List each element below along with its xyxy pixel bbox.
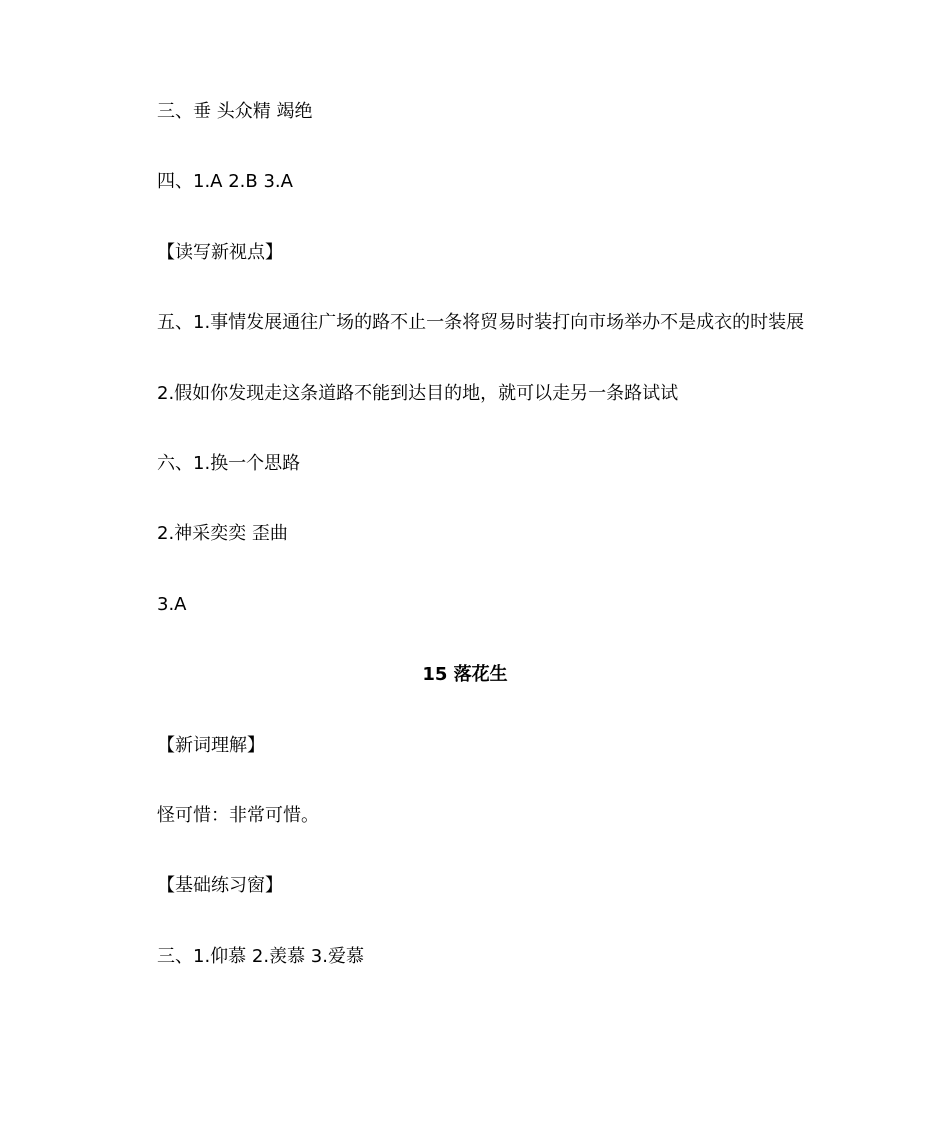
section-header-basic-practice: 【基础练习窗】	[157, 875, 283, 896]
answer-line-5-2: 2.假如你发现走这条道路不能到达目的地，就可以走另一条路试试	[157, 383, 679, 404]
word-definition: 怪可惜：非常可惜。	[157, 805, 319, 826]
answer-line-6-2: 2.神采奕奕 歪曲	[157, 523, 288, 544]
answer-line-5-1: 五、1.事情发展通往广场的路不止一条将贸易时装打向市场举办不是成衣的时装展	[157, 312, 805, 333]
answer-line-4: 四、1.A 2.B 3.A	[157, 171, 293, 192]
section-header-new-words: 【新词理解】	[157, 735, 265, 756]
answer-line-3: 三、垂 头众精 竭绝	[157, 101, 313, 122]
answer-line-3-words: 三、1.仰慕 2.羡慕 3.爱慕	[157, 946, 364, 967]
answer-line-6-3: 3.A	[157, 594, 187, 615]
section-header-reading-writing: 【读写新视点】	[157, 242, 283, 263]
lesson-title: 15 落花生	[422, 664, 508, 685]
answer-line-6-1: 六、1.换一个思路	[157, 453, 301, 474]
